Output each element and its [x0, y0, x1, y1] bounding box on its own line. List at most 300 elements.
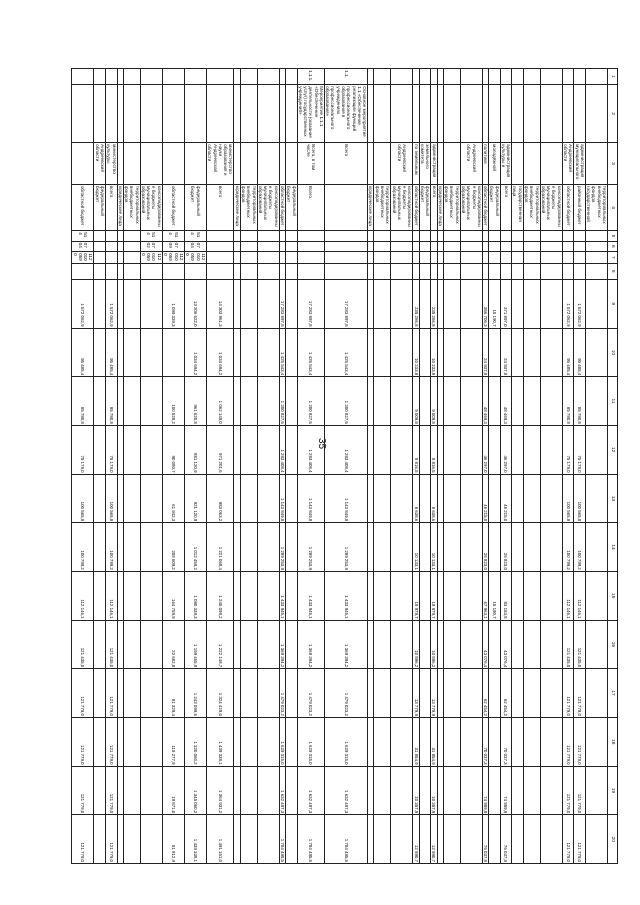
table-cell [443, 252, 460, 264]
table-cell: 121 779,0 [105, 815, 117, 864]
table-row [240, 69, 257, 864]
table-cell [285, 231, 297, 241]
table-cell: 1 369 394,2 [324, 620, 367, 669]
table-cell [117, 766, 123, 815]
table-cell: 1 012 459,2 [184, 523, 206, 572]
table-cell [374, 766, 391, 815]
table-cell: 46 297,0 [500, 425, 512, 474]
table-cell [123, 815, 140, 864]
table-cell [374, 263, 391, 279]
table-cell: 100 528,2 [162, 377, 184, 426]
table-cell: 74 959,8 [500, 766, 512, 815]
header-row [608, 69, 618, 864]
table-cell [585, 815, 607, 864]
header-cell: 19 [608, 766, 618, 815]
table-cell [413, 263, 419, 279]
table-cell: 85 780,8 [72, 377, 94, 426]
table-cell: 1120100590 [72, 252, 94, 264]
table-cell: 24 937,8 [482, 328, 488, 377]
table-cell [240, 523, 257, 572]
table-cell: 1 479 023,2 [324, 669, 367, 718]
table-cell [443, 474, 460, 523]
table-cell: 1 629 315,0 [324, 717, 367, 766]
table-cell: 74 959,8 [482, 766, 488, 815]
table-cell [105, 252, 117, 264]
table-cell [391, 571, 413, 620]
table-cell [460, 377, 482, 426]
table-cell: 10 896,2 [413, 620, 419, 669]
table-cell [574, 241, 586, 251]
table-cell [482, 263, 488, 279]
table-cell [437, 252, 443, 264]
table-cell: 1 289 253,9 [324, 523, 367, 572]
table-cell [117, 523, 123, 572]
table-row [279, 69, 285, 864]
table-row [94, 69, 106, 864]
table-cell [460, 69, 482, 85]
table-cell [523, 425, 540, 474]
table-cell: 1 283 408,4 [324, 425, 367, 474]
table-cell [512, 241, 524, 251]
table-row [562, 69, 574, 864]
table-cell: 121 779,0 [562, 766, 574, 815]
table-cell [437, 425, 443, 474]
table-cell [123, 425, 140, 474]
table-cell [391, 252, 413, 264]
table-cell [368, 252, 374, 264]
table-cell: 112 146,1 [574, 571, 586, 620]
table-cell: консолидированные бюджеты муниципальных образований [540, 184, 562, 230]
table-cell [240, 377, 257, 426]
table-cell: Андреевский области [460, 143, 482, 185]
header-cell: 5 [608, 231, 618, 241]
table-cell: 1 289 253,9 [279, 523, 285, 572]
table-cell [240, 669, 257, 718]
table-cell [234, 328, 240, 377]
table-row [234, 69, 240, 864]
table-cell [140, 669, 162, 718]
table-cell [431, 85, 437, 143]
table-cell [374, 231, 391, 241]
table-cell: 76 037,8 [500, 815, 512, 864]
table-cell: 12 990,7 [413, 815, 419, 864]
table-cell: по земельным [413, 143, 419, 185]
table-cell: 1 491 151,0 [207, 815, 234, 864]
table-cell [391, 815, 413, 864]
table-cell [94, 69, 106, 85]
table-row [413, 69, 419, 864]
table-cell [94, 766, 106, 815]
table-cell: 1 200 827,5 [279, 377, 285, 426]
table-cell [443, 669, 460, 718]
table-cell [117, 279, 123, 328]
table-cell: областной бюджет [413, 184, 419, 230]
header-cell: 6 [608, 241, 618, 251]
table-cell [368, 377, 374, 426]
table-cell: 121 435,0 [105, 620, 117, 669]
table-cell [94, 231, 106, 241]
table-cell [184, 263, 206, 279]
table-cell: 70 037,3 [500, 717, 512, 766]
table-cell [489, 231, 501, 241]
table-cell [500, 69, 512, 85]
table-cell: 514 [184, 231, 206, 241]
table-cell: юридические лица [368, 184, 374, 230]
table-cell [140, 815, 162, 864]
table-cell [540, 69, 562, 85]
table-cell [324, 231, 367, 241]
table-cell [123, 263, 140, 279]
table-cell [437, 571, 443, 620]
table-cell [324, 263, 367, 279]
table-cell [540, 252, 562, 264]
table-cell [123, 717, 140, 766]
table-cell [162, 263, 184, 279]
table-row [297, 69, 324, 864]
page-number: 35 [316, 437, 328, 450]
table-cell: 121 779,0 [72, 669, 94, 718]
table-cell [460, 279, 482, 328]
table-cell [72, 143, 94, 185]
table-cell [443, 69, 460, 85]
table-cell: 8 638,6 [413, 474, 419, 523]
table-cell: 121 435,0 [562, 620, 574, 669]
table-cell [540, 523, 562, 572]
table-cell [207, 69, 234, 85]
table-cell [234, 279, 240, 328]
table-cell [540, 571, 562, 620]
table-cell [207, 241, 234, 251]
table-cell: 1 200 827,5 [297, 377, 324, 426]
table-cell [257, 571, 279, 620]
table-cell: 1 243 099,6 [184, 669, 206, 718]
table-cell [285, 377, 297, 426]
table-cell [489, 252, 501, 264]
table-cell [574, 263, 586, 279]
table-cell [460, 231, 482, 241]
table-cell: 1 572 062,9 [562, 279, 574, 328]
table-cell [500, 241, 512, 251]
table-cell [489, 620, 501, 669]
financing-table [71, 68, 618, 864]
table-row [489, 69, 501, 864]
table-cell [437, 231, 443, 241]
table-cell [489, 328, 501, 377]
table-cell [117, 143, 123, 185]
table-cell: 1 289 253,9 [297, 523, 324, 572]
table-cell [562, 69, 574, 85]
table-cell: 24 937,8 [500, 328, 512, 377]
table-cell: 514 [140, 231, 162, 241]
table-cell [437, 766, 443, 815]
table-cell [540, 474, 562, 523]
table-cell: 100 799,2 [562, 523, 574, 572]
table-cell [285, 263, 297, 279]
table-cell [374, 523, 391, 572]
table-cell [391, 69, 413, 85]
table-cell [437, 815, 443, 864]
table-cell [482, 231, 488, 241]
table-cell [523, 474, 540, 523]
table-cell [123, 523, 140, 572]
table-cell [585, 377, 607, 426]
table-cell [117, 263, 123, 279]
table-cell: 12 990,7 [431, 815, 437, 864]
table-cell: Всего, в том числе [297, 143, 324, 185]
table-cell: консолидированные бюджеты муниципальных образований [391, 184, 413, 230]
table-cell [297, 252, 324, 264]
table-cell: 46 215,0 [500, 474, 512, 523]
table-cell [419, 377, 431, 426]
table-cell [585, 279, 607, 328]
table-cell: 121 779,0 [72, 717, 94, 766]
table-cell [391, 241, 413, 251]
table-cell: 83 153,8 [500, 571, 512, 620]
table-cell [419, 815, 431, 864]
table-cell: 43 076,4 [482, 620, 488, 669]
table-cell [368, 328, 374, 377]
table-cell [523, 231, 540, 241]
table-cell [460, 523, 482, 572]
table-cell: 46 215,0 [482, 474, 488, 523]
table-cell [257, 328, 279, 377]
table-cell: министерство культуры [105, 143, 117, 185]
table-cell: 1 324 429,0 [207, 669, 234, 718]
header-cell: 4 [608, 184, 618, 230]
table-cell [419, 425, 431, 474]
table-cell [240, 474, 257, 523]
table-cell [240, 69, 257, 85]
table-cell [123, 252, 140, 264]
table-cell [540, 669, 562, 718]
table-cell [443, 143, 460, 185]
table-cell: 1 364 931,2 [207, 766, 234, 815]
table-cell [207, 263, 234, 279]
table-cell [279, 241, 285, 251]
table-cell [374, 717, 391, 766]
table-cell [117, 717, 123, 766]
table-cell [123, 143, 140, 185]
table-cell [368, 241, 374, 251]
table-cell [285, 252, 297, 264]
table-cell [94, 620, 106, 669]
table-cell: всего [431, 184, 437, 230]
table-cell [140, 620, 162, 669]
table-cell: администрация культуры и [500, 143, 512, 185]
table-cell: 0709 [162, 241, 184, 251]
table-cell [413, 69, 419, 85]
table-cell [234, 143, 240, 185]
table-cell [105, 263, 117, 279]
table-cell [540, 231, 562, 241]
table-cell [443, 377, 460, 426]
table-cell: 17 283 897,8 [297, 279, 324, 328]
table-cell: 1 572 062,9 [72, 279, 94, 328]
table-cell [162, 328, 184, 377]
table-cell [562, 263, 574, 279]
table-cell [431, 263, 437, 279]
table-cell: 1 479 023,2 [297, 669, 324, 718]
table-cell [285, 815, 297, 864]
table-cell: земельного комитета [419, 143, 431, 185]
table-cell: 121 779,0 [72, 815, 94, 864]
table-cell: всего [207, 184, 234, 230]
table-cell [437, 717, 443, 766]
table-cell [489, 523, 501, 572]
table-row [443, 69, 460, 864]
table-cell: 81 329,4 [162, 669, 184, 718]
table-row [500, 69, 512, 864]
table-cell [117, 69, 123, 85]
table-row [523, 69, 540, 864]
table-cell [285, 85, 297, 143]
table-cell: 100 799,2 [105, 523, 117, 572]
table-cell [540, 85, 562, 143]
table-cell [437, 85, 443, 143]
table-wrapper [72, 68, 618, 864]
table-cell [117, 231, 123, 241]
table-cell: территориальных внебюджетных фондов [123, 184, 140, 230]
table-cell [368, 279, 374, 328]
table-cell [482, 252, 488, 264]
table-cell [460, 766, 482, 815]
table-cell [123, 85, 140, 143]
table-cell [162, 69, 184, 85]
table-cell [285, 571, 297, 620]
table-cell [460, 425, 482, 474]
table-cell [574, 231, 586, 241]
table-cell: 121 779,0 [574, 766, 586, 815]
table-cell [431, 252, 437, 264]
table-cell [512, 377, 524, 426]
table-cell [523, 815, 540, 864]
table-cell [285, 523, 297, 572]
table-cell [540, 815, 562, 864]
table-cell: областной бюджет [482, 184, 488, 230]
table-cell [279, 263, 285, 279]
table-cell [437, 474, 443, 523]
table-cell [391, 766, 413, 815]
table-cell: 70 037,3 [482, 717, 488, 766]
table-cell [443, 328, 460, 377]
table-cell [240, 263, 257, 279]
table-cell: 121 779,0 [562, 717, 574, 766]
table-cell: 0704 [184, 241, 206, 251]
table-cell [140, 571, 162, 620]
table-cell [500, 263, 512, 279]
table-cell [489, 263, 501, 279]
table-cell [419, 85, 431, 143]
table-cell [437, 328, 443, 377]
table-cell: 112 146,1 [72, 571, 94, 620]
table-cell [368, 523, 374, 572]
table-cell: 43 076,4 [500, 620, 512, 669]
table-cell: 983 063,2 [207, 474, 234, 523]
table-row [285, 69, 297, 864]
table-cell [562, 85, 574, 143]
table-cell: 1 784 495,5 [297, 815, 324, 864]
table-cell [234, 425, 240, 474]
table-cell: 1 099 339,3 [162, 279, 184, 328]
table-cell: 90 080,7 [162, 425, 184, 474]
header-cell: 11 [608, 377, 618, 426]
table-cell [368, 474, 374, 523]
header-cell: 7 [608, 252, 618, 264]
table-row [512, 69, 524, 864]
table-cell: 10 233,8 [413, 328, 419, 377]
table-cell [257, 620, 279, 669]
table-cell [94, 252, 106, 264]
table-cell [257, 263, 279, 279]
table-cell: областной бюджет [562, 184, 574, 230]
table-cell [207, 231, 234, 241]
table-cell: 13 779,9 [413, 669, 419, 718]
table-cell [419, 669, 431, 718]
table-cell [437, 279, 443, 328]
table-cell: 48 469,3 [482, 377, 488, 426]
table-cell [489, 241, 501, 251]
table-cell: консолидированные бюджеты муниципальных образований [257, 184, 279, 230]
table-cell [368, 669, 374, 718]
table-cell: консолидированные бюджеты муниципальных образований [460, 184, 482, 230]
table-cell [234, 815, 240, 864]
table-cell: 10 896,2 [431, 620, 437, 669]
table-cell: 1 345 060,2 [184, 766, 206, 815]
table-cell: 1 632 497,3 [297, 766, 324, 815]
table-cell [443, 279, 460, 328]
table-cell: 75 179,0 [72, 425, 94, 474]
table-cell [443, 231, 460, 241]
table-cell [443, 766, 460, 815]
table-row [140, 69, 162, 864]
table-cell: 1 222 148,7 [207, 620, 234, 669]
table-cell [374, 815, 391, 864]
table-cell: 100 565,8 [105, 474, 117, 523]
table-cell: 26 823,0 [482, 523, 488, 572]
table-cell [234, 669, 240, 718]
table-cell [368, 815, 374, 864]
table-cell [374, 143, 391, 185]
table-cell [523, 279, 540, 328]
table-cell [523, 85, 540, 143]
table-cell [123, 474, 140, 523]
table-cell [285, 669, 297, 718]
table-cell: администрация муниципального [574, 143, 586, 185]
table-row [419, 69, 431, 864]
table-cell [94, 241, 106, 251]
table-cell [489, 425, 501, 474]
table-cell [419, 231, 431, 241]
table-cell [234, 85, 240, 143]
table-cell [437, 523, 443, 572]
table-cell [184, 143, 206, 185]
table-cell: 514 [162, 231, 184, 241]
table-cell [512, 263, 524, 279]
table-cell: 13 779,9 [431, 669, 437, 718]
table-cell [512, 620, 524, 669]
table-cell [585, 263, 607, 279]
table-row [117, 69, 123, 864]
table-cell [523, 620, 540, 669]
table-cell [562, 241, 574, 251]
table-cell: 1120100590 [162, 252, 184, 264]
table-cell [374, 279, 391, 328]
table-cell [512, 523, 524, 572]
table-cell: 1 784 495,5 [279, 815, 285, 864]
table-row [585, 69, 607, 864]
table-cell: 8 816,5 [413, 425, 419, 474]
table-cell [540, 263, 562, 279]
